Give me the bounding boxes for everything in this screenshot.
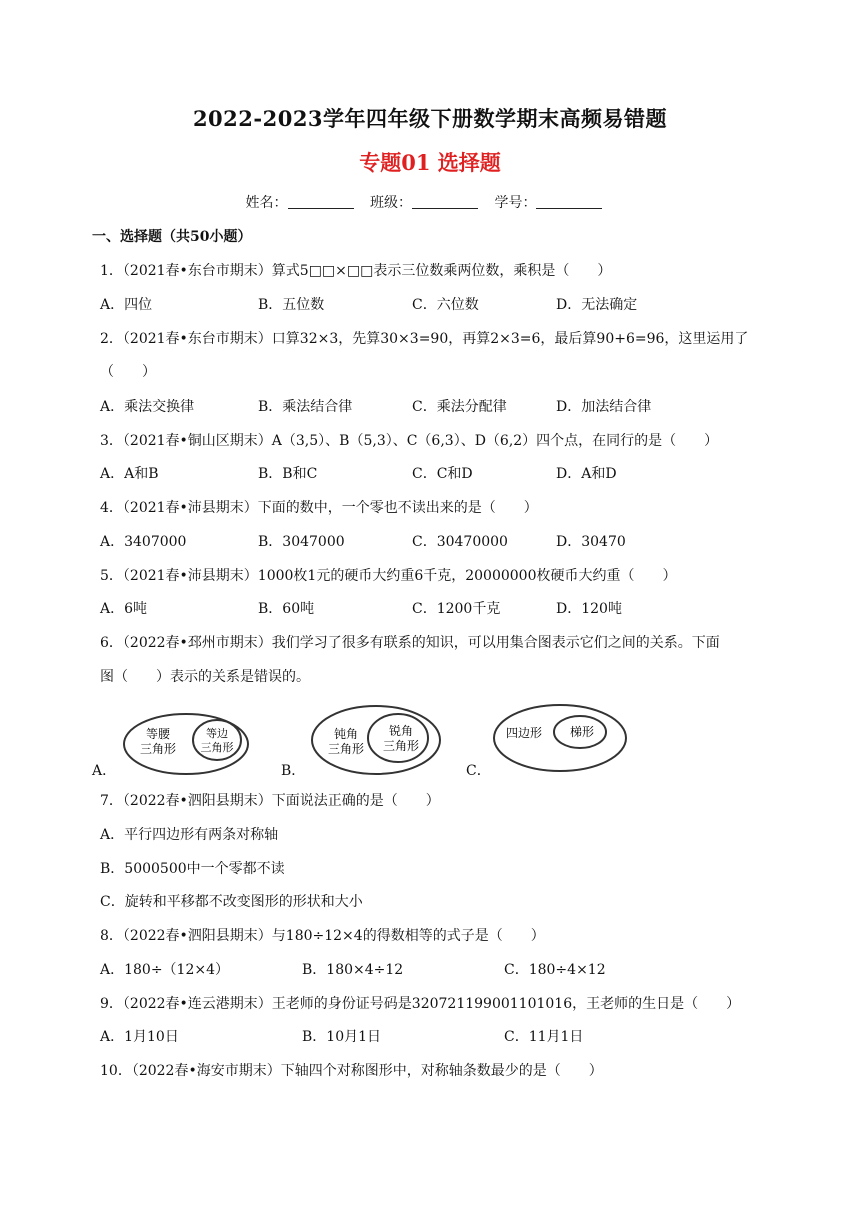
q5-option-d[interactable]: D．120吨 xyxy=(556,601,622,617)
q6-option-c[interactable]: C． xyxy=(466,763,491,779)
venn-b-inner-label-1: 锐角 xyxy=(388,724,414,738)
question-5: 5．（2021春•沛县期末）1000枚1元的硬币大约重6千克，20000000枚硬币大约重（ ） xyxy=(100,568,677,584)
q7-option-c[interactable]: C．旋转和平移都不改变图形的形状和大小 xyxy=(100,894,363,910)
id-blank[interactable] xyxy=(536,194,602,209)
question-3: 3．（2021春•铜山区期末）A（3,5）、B（5,3）、C（6,3）、D（6,2）四个点，在同行的是（ ） xyxy=(100,433,719,449)
class-blank[interactable] xyxy=(412,194,478,209)
venn-figure-a[interactable] xyxy=(120,706,255,776)
q3-option-d[interactable]: D．A和D xyxy=(556,466,617,482)
question-7: 7．（2022春•泗阳县期末）下面说法正确的是（ ） xyxy=(100,793,440,809)
question-6: 6．（2022春•邳州市期末）我们学习了很多有联系的知识，可以用集合图表示它们之间的关系。下面 xyxy=(100,635,720,651)
section-title: 一、选择题（共50小题） xyxy=(92,229,252,245)
venn-a-outer-label-2: 三角形 xyxy=(139,742,177,756)
venn-b-outer-ellipse xyxy=(312,706,440,774)
question-2: 2．（2021春•东台市期末）口算32×3，先算30×3=90，再算2×3=6，最后算90+6=96，这里运用了 xyxy=(100,331,749,347)
student-info-line xyxy=(0,192,860,212)
question-6-cont: 图（ ）表示的关系是错误的。 xyxy=(100,669,310,685)
q3-option-c[interactable]: C．C和D xyxy=(412,466,473,482)
q5-option-a[interactable]: A．6吨 xyxy=(100,601,148,617)
venn-figure-c[interactable] xyxy=(488,700,638,778)
q5-option-c[interactable]: C．1200千克 xyxy=(412,601,501,617)
question-10: 10．（2022春•海安市期末）下轴四个对称图形中，对称轴条数最少的是（ ） xyxy=(100,1063,603,1079)
venn-b-outer-label-1: 钝角 xyxy=(333,727,359,741)
q7-option-b[interactable]: B．5000500中一个零都不读 xyxy=(100,861,285,877)
q3-option-a[interactable]: A．A和B xyxy=(100,466,159,482)
question-4: 4．（2021春•沛县期末）下面的数中，一个零也不读出来的是（ ） xyxy=(100,500,538,516)
q9-option-c[interactable]: C．11月1日 xyxy=(504,1029,584,1045)
q4-option-c[interactable]: C．30470000 xyxy=(412,534,508,550)
q3-option-b[interactable]: B．B和C xyxy=(258,466,318,482)
q4-option-a[interactable]: A．3407000 xyxy=(100,534,187,550)
q5-option-b[interactable]: B．60吨 xyxy=(258,601,315,617)
question-1: 1．（2021春•东台市期末）算式5□□×□□表示三位数乘两位数，乘积是（ ） xyxy=(100,263,612,279)
name-label: 姓名： xyxy=(245,195,288,211)
id-label: 学号： xyxy=(494,195,537,211)
venn-a-inner-label-2: 三角形 xyxy=(200,741,234,754)
venn-c-inner-label: 梯形 xyxy=(569,725,595,739)
q1-option-b[interactable]: B．五位数 xyxy=(258,297,325,313)
q6-option-a[interactable]: A． xyxy=(92,763,117,779)
q9-option-b[interactable]: B．10月1日 xyxy=(302,1029,382,1045)
venn-a-inner-label-1: 等边 xyxy=(206,727,228,740)
q2-option-b[interactable]: B．乘法结合律 xyxy=(258,399,353,415)
venn-a-outer-label-1: 等腰 xyxy=(145,727,171,741)
venn-b-outer-label-2: 三角形 xyxy=(327,742,365,756)
venn-b-inner-ellipse xyxy=(368,714,428,762)
question-8: 8．（2022春•泗阳县期末）与180÷12×4的得数相等的式子是（ ） xyxy=(100,928,545,944)
class-label: 班级： xyxy=(370,195,412,211)
q1-option-c[interactable]: C．六位数 xyxy=(412,297,479,313)
q8-option-b[interactable]: B．180×4÷12 xyxy=(302,962,404,978)
venn-figure-b[interactable] xyxy=(306,700,446,780)
q8-option-a[interactable]: A．180÷（12×4） xyxy=(100,962,230,978)
q2-option-d[interactable]: D．加法结合律 xyxy=(556,399,652,415)
q1-option-d[interactable]: D．无法确定 xyxy=(556,297,638,313)
q1-option-a[interactable]: A．四位 xyxy=(100,297,153,313)
page-title: 2022-2023学年四年级下册数学期末高频易错题 xyxy=(192,106,668,131)
q9-option-a[interactable]: A．1月10日 xyxy=(100,1029,179,1045)
q4-option-b[interactable]: B．3047000 xyxy=(258,534,345,550)
q2-option-c[interactable]: C．乘法分配律 xyxy=(412,399,507,415)
q7-option-a[interactable]: A．平行四边形有两条对称轴 xyxy=(100,827,279,843)
question-9: 9．（2022春•连云港期末）王老师的身份证号码是320721199001101016，王老师的生日是（ ） xyxy=(100,996,741,1012)
question-2-cont: （ ） xyxy=(100,364,156,380)
q8-option-c[interactable]: C．180÷4×12 xyxy=(504,962,606,978)
name-blank[interactable] xyxy=(288,194,354,209)
venn-a-inner-ellipse xyxy=(193,720,241,760)
venn-c-outer-label: 四边形 xyxy=(505,726,543,740)
venn-b-inner-label-2: 三角形 xyxy=(382,739,420,753)
q4-option-d[interactable]: D．30470 xyxy=(556,534,626,550)
page-subtitle: 专题01 选择题 xyxy=(359,150,501,175)
q6-option-b[interactable]: B． xyxy=(281,763,306,779)
q2-option-a[interactable]: A．乘法交换律 xyxy=(100,399,195,415)
